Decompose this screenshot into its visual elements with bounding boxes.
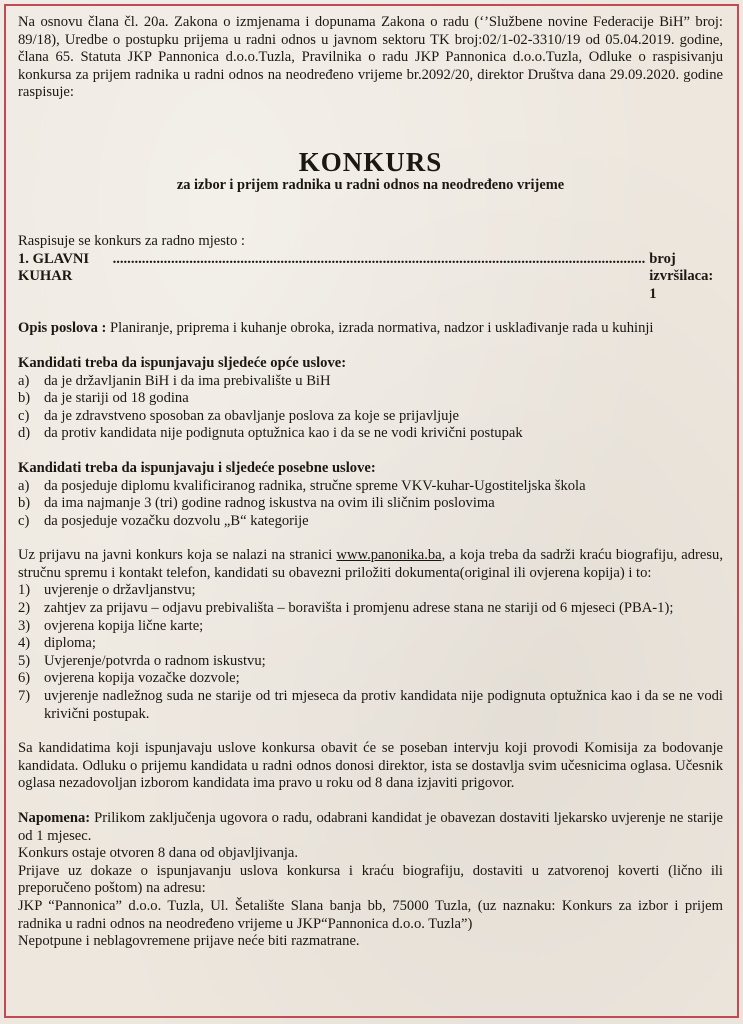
documents-list (18, 582, 723, 723)
interview-paragraph: Sa kandidatima koji ispunjavaju uslove konkursa obavit će se poseban intervju koji provodi Komisija za bodovanje kandidata. Odluku o prijemu kandidata u radni odnos donosi direktor, ista se dostavlja svim učesnicima oglasa. Učesnik oglasa nezadovoljan izborom kandidata ima pravo u roku od 8 dana izjaviti prigovor. (18, 740, 723, 792)
website-link[interactable]: www.panonika.ba (336, 547, 442, 564)
position-leader-dots: .................................................................................................................................................. (112, 250, 646, 267)
list-item: 1) uvjerenje o državljanstvu; (18, 582, 196, 599)
note-label: Napomena: (18, 810, 91, 826)
list-item: 6) ovjerena kopija vozačke dozvole; (18, 670, 240, 687)
list-item: 5) Uvjerenje/potvrda o radnom iskustvu; (18, 652, 266, 669)
list-item: 3) ovjerena kopija lične karte; (18, 617, 204, 634)
job-description (18, 320, 723, 338)
special-conditions-list (18, 478, 723, 531)
note-paragraph: Napomena: Prilikom zaključenja ugovora o radu, odabrani kandidat je obavezan dostaviti ljekarsko uvjerenje ne starije od 1 mjesec. (18, 810, 723, 844)
list-item: d) da protiv kandidata nije podignuta optužnica kao i da se ne vodi krivični postupak (18, 425, 523, 442)
announcement-content (6, 4, 737, 951)
special-conditions-heading: Kandidati treba da ispunjavaju i sljedeće posebne uslove: (18, 459, 376, 476)
list-item: b) da je stariji od 18 godina (18, 390, 189, 407)
incomplete-notice: Nepotpune i neblagovremene prijave neće biti razmatrane. (18, 933, 360, 950)
submission-address: JKP “Pannonica” d.o.o. Tuzla, Ul. Šetalište Slana banja bb, 75000 Tuzla, (uz naznaku: Konkurs za izbor i prijem radnika u radni odnos na neodređeno vrijeme u JKP“Pannonica d.o.o. Tuzla”) (18, 897, 723, 932)
general-conditions-list (18, 373, 723, 443)
application-paragraph: Uz prijavu na javni konkurs koja se nalazi na stranici www.panonika.ba, a koja treba da sadrži kraću biografiju, adresu, stručnu spremu i kontakt telefon, kandidati su obavezni priložiti dokumenta(original ili ovjerena kopija) i to: (18, 547, 723, 581)
list-item: a) da posjeduje diplomu kvalificiranog radnika, stručne spreme VKV-kuhar-Ugostiteljska škola (18, 477, 586, 494)
list-item: 7) uvjerenje nadležnog suda ne starije od tri mjeseca da protiv kandidata nije podignuta optužnica kao i da se ne vodi krivični postupak. (18, 688, 723, 722)
submission-instructions: Prijave uz dokaze o ispunjavanju uslova konkursa i kraću biografiju, dostaviti u zatvorenoj koverti (lično ili preporučeno poštom) na adresu: (18, 862, 723, 897)
position-intro: Raspisuje se konkurs za radno mjesto : (18, 232, 245, 249)
job-description-label: Opis poslova : (18, 320, 107, 337)
announcement-subtitle: za izbor i prijem radnika u radni odnos na neodređeno vrijeme (176, 176, 565, 193)
job-description-text: Planiranje, priprema i kuhanje obroka, izrada normativa, nadzor i usklađivanje rada u kuhinji (106, 320, 654, 337)
position-count: broj izvršilaca: 1 (649, 250, 714, 302)
open-period: Konkurs ostaje otvoren 8 dana od objavljivanja. (18, 845, 299, 862)
position-name: 1. GLAVNI KUHAR (18, 250, 90, 285)
position-line (18, 251, 723, 304)
list-item: c) da je zdravstveno sposoban za obavljanje poslova za koje se prijavljuje (18, 407, 459, 424)
list-item: 2) zahtjev za prijavu – odjavu prebivališta – boravišta i promjenu adrese stana ne stariji od 6 mjeseci (PBA-1); (18, 600, 674, 617)
list-item: 4) diploma; (18, 635, 96, 652)
list-item: b) da ima najmanje 3 (tri) godine radnog iskustva na ovim ili sličnim poslovima (18, 495, 495, 512)
general-conditions-heading: Kandidati treba da ispunjavaju sljedeće opće uslove: (18, 354, 347, 371)
intro-paragraph: Na osnovu člana čl. 20a. Zakona o izmjenama i dopunama Zakona o radu (‘’Službene novine Federacije BiH” broj: 89/18), Uredbe o postupku prijema u radni odnos u javnom sektoru TK broj:02/1-02-3310/19 od 05.04.2019. godine, člana 65. Statuta JKP Pannonica d.o.o.Tuzla, Pravilnika o radu JKP Pannonica d.o.o.Tuzla, Odluke o raspisivanju konkursa za prijem radnika u radni odnos na neodređeno vrijeme br.2092/20, direktor Društva dana 29.09.2020. godine raspisuje: (18, 14, 723, 101)
list-item: a) da je državljanin BiH i da ima prebivalište u BiH (18, 372, 331, 389)
announcement-title: KONKURS (298, 146, 443, 177)
list-item: c) da posjeduje vozačku dozvolu „B“ kategorije (18, 512, 309, 529)
